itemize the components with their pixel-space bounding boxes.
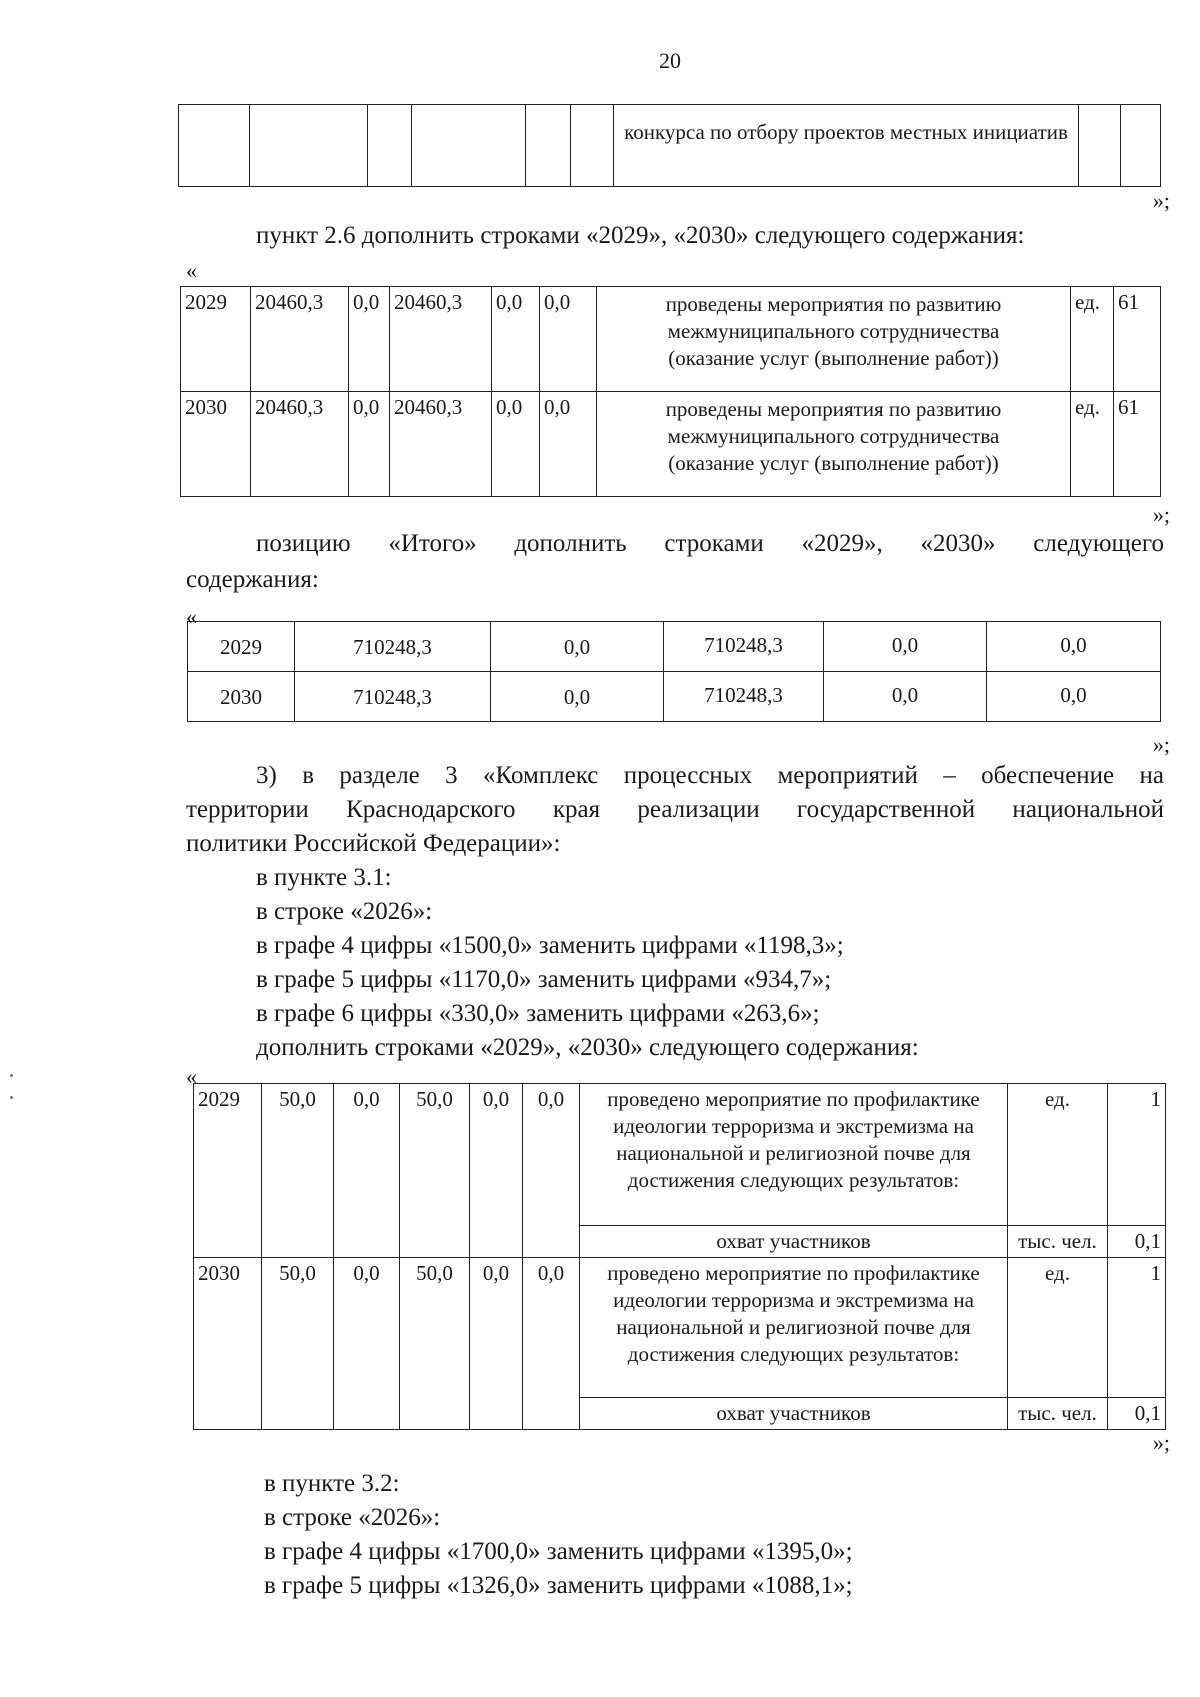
page-number: 20 <box>659 48 681 73</box>
row-indicator-value: 61 <box>1114 287 1161 392</box>
table-row <box>194 1258 1166 1398</box>
row-year: 2030 <box>194 1258 262 1430</box>
row-indicator-value: 61 <box>1114 392 1161 497</box>
closing-quote: »; <box>1152 732 1170 757</box>
cell-value: 50,0 <box>262 1258 334 1430</box>
cell-value: 0,0 <box>540 392 597 497</box>
cell-value: 710248,3 <box>664 672 824 722</box>
row-description: проведены мероприятия по развитию межмуниципального сотрудничества (оказание услуг (выполнение работ)) <box>597 392 1071 497</box>
table-row <box>188 622 1161 672</box>
paragraph-text: содержания: <box>186 566 319 593</box>
cell-value: 0,0 <box>349 287 390 392</box>
table-row <box>181 392 1161 497</box>
cell-value: 0,0 <box>987 672 1161 722</box>
row-sub-value: 0,1 <box>1108 1398 1166 1430</box>
paragraph-text: в графе 5 цифры «1170,0» заменить цифрами «934,7»; <box>256 966 832 993</box>
cell-value: 0,0 <box>523 1084 580 1258</box>
cell-value: 20460,3 <box>251 392 349 497</box>
paragraph-text: в графе 6 цифры «330,0» заменить цифрами «263,6»; <box>256 1000 820 1027</box>
data-table-itogo <box>187 621 1161 722</box>
row-unit: ед. <box>1071 392 1114 497</box>
table-row <box>188 672 1161 722</box>
row-year: 2029 <box>181 287 251 392</box>
row-sub-unit: тыс. чел. <box>1008 1398 1108 1430</box>
cell-value: 0,0 <box>824 622 987 672</box>
closing-quote: »; <box>1152 1430 1170 1455</box>
closing-quote: »; <box>1152 502 1170 527</box>
cell-value: 0,0 <box>334 1084 400 1258</box>
table-row <box>181 287 1161 392</box>
row-sub-description: охват участников <box>580 1226 1008 1258</box>
opening-quote: « <box>186 258 197 283</box>
paragraph-text: 3) в разделе 3 «Комплекс процессных мероприятий – обеспечение на <box>256 762 1164 789</box>
paragraph-text: территории Краснодарского края реализации государственной национальной <box>186 796 1164 823</box>
cell-value: 0,0 <box>824 672 987 722</box>
row-sub-description: охват участников <box>580 1398 1008 1430</box>
paragraph-text: политики Российской Федерации»: <box>186 830 561 857</box>
row-description: конкурса по отбору проектов местных инициатив <box>614 105 1079 187</box>
row-unit: ед. <box>1008 1084 1108 1226</box>
cell-value: 0,0 <box>523 1258 580 1430</box>
cell-value: 0,0 <box>492 392 540 497</box>
cell-value: 0,0 <box>491 672 664 722</box>
cell-value: 0,0 <box>349 392 390 497</box>
data-table-2-6 <box>180 286 1161 497</box>
row-description: проведены мероприятия по развитию межмуниципального сотрудничества (оказание услуг (выполнение работ)) <box>597 287 1071 392</box>
row-year: 2029 <box>194 1084 262 1258</box>
paragraph-text: в графе 4 цифры «1500,0» заменить цифрами «1198,3»; <box>256 932 844 959</box>
row-description: проведено мероприятие по профилактике идеологии терроризма и экстремизма на национальной и религиозной почве для достижения следующих результатов: <box>580 1084 1008 1226</box>
scan-mark <box>10 1074 13 1077</box>
cell-value: 0,0 <box>470 1258 523 1430</box>
cell-value: 0,0 <box>334 1258 400 1430</box>
cell-value: 0,0 <box>470 1084 523 1258</box>
row-unit: ед. <box>1008 1258 1108 1398</box>
cell-value: 20460,3 <box>390 287 492 392</box>
table-row <box>194 1084 1166 1226</box>
paragraph-text: в пункте 3.2: <box>264 1470 400 1497</box>
scan-mark <box>10 1096 13 1099</box>
paragraph-text: в пункте 3.1: <box>256 864 392 891</box>
row-year: 2030 <box>188 672 295 722</box>
row-sub-value: 0,1 <box>1108 1226 1166 1258</box>
row-indicator-value: 1 <box>1108 1258 1166 1398</box>
row-sub-unit: тыс. чел. <box>1008 1226 1108 1258</box>
row-year: 2029 <box>188 622 295 672</box>
row-indicator-value: 1 <box>1108 1084 1166 1226</box>
cell-value: 710248,3 <box>295 672 491 722</box>
cell-value: 0,0 <box>540 287 597 392</box>
paragraph-text: в строке «2026»: <box>264 1504 441 1531</box>
cell-value: 20460,3 <box>390 392 492 497</box>
cell-value: 50,0 <box>400 1258 470 1430</box>
cell-value: 20460,3 <box>251 287 349 392</box>
cell-value: 710248,3 <box>664 622 824 672</box>
cell-value: 0,0 <box>492 287 540 392</box>
paragraph-text: в графе 4 цифры «1700,0» заменить цифрами «1395,0»; <box>264 1538 853 1565</box>
closing-quote: »; <box>1152 188 1170 213</box>
paragraph-text: пункт 2.6 дополнить строками «2029», «2030» следующего содержания: <box>256 222 1025 249</box>
cell-value: 50,0 <box>262 1084 334 1258</box>
cell-value: 50,0 <box>400 1084 470 1258</box>
cell-value: 0,0 <box>987 622 1161 672</box>
opening-quote: « <box>186 604 197 629</box>
cell-value: 710248,3 <box>295 622 491 672</box>
cell-value: 0,0 <box>491 622 664 672</box>
paragraph-text: в строке «2026»: <box>256 898 433 925</box>
row-description: проведено мероприятие по профилактике идеологии терроризма и экстремизма на национальной и религиозной почве для достижения следующих результатов: <box>580 1258 1008 1398</box>
data-table-3-1 <box>193 1083 1166 1430</box>
opening-quote: « <box>186 1064 197 1089</box>
row-year: 2030 <box>181 392 251 497</box>
paragraph-text: в графе 5 цифры «1326,0» заменить цифрами «1088,1»; <box>264 1572 853 1599</box>
table-row <box>179 105 1161 187</box>
paragraph-text: позицию «Итого» дополнить строками «2029», «2030» следующего <box>256 530 1164 557</box>
row-unit: ед. <box>1071 287 1114 392</box>
paragraph-text: дополнить строками «2029», «2030» следующего содержания: <box>256 1034 919 1061</box>
continuation-table <box>178 104 1161 187</box>
